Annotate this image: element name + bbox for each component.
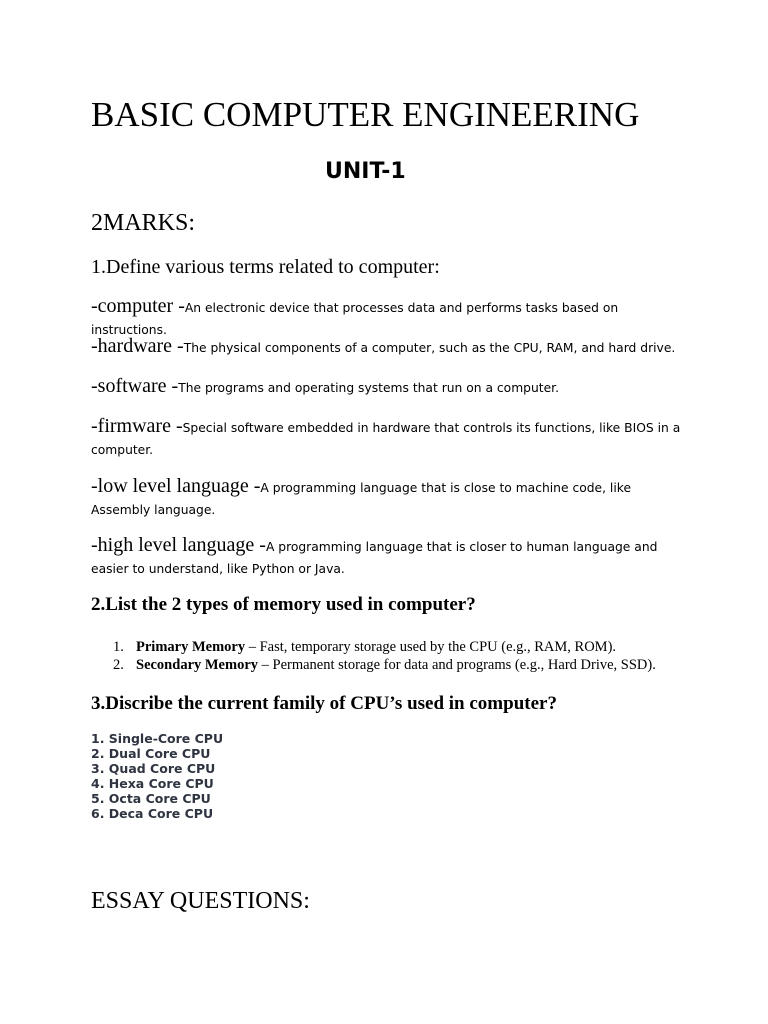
definition-firmware: [91, 416, 681, 461]
section-heading-essay: ESSAY QUESTIONS:: [91, 888, 310, 914]
cpu-list: [91, 731, 223, 821]
definition-text: The programs and operating systems that run on a computer.: [178, 381, 560, 395]
definition-term: -low level language -: [91, 475, 261, 497]
list-item: 2. Dual Core CPU: [91, 746, 211, 761]
definition-text: A programming language that is close to machine code, like Assembly language.: [91, 481, 632, 517]
list-item: 1. Single-Core CPU: [91, 731, 224, 746]
list-number: 1.: [113, 639, 124, 655]
list-item: [91, 638, 691, 656]
definition-term: -high level language -: [91, 534, 266, 556]
list-item: 6. Deca Core CPU: [91, 806, 214, 821]
unit-title: UNIT-1: [325, 159, 406, 184]
definition-term: -computer -: [91, 295, 185, 317]
memory-name: Secondary Memory: [136, 657, 259, 673]
list-item: 3. Quad Core CPU: [91, 761, 216, 776]
definition-text: The physical components of a computer, such as the CPU, RAM, and hard drive.: [183, 341, 676, 355]
definition-software: [91, 376, 681, 399]
memory-desc: – Fast, temporary storage used by the CPU (e.g., RAM, ROM).: [245, 639, 617, 655]
definition-low-level-language: [91, 476, 681, 521]
definition-text: An electronic device that processes data and performs tasks based on instructions.: [91, 301, 619, 337]
definition-term: -firmware -: [91, 415, 183, 437]
list-item: [91, 656, 691, 674]
definition-text: Special software embedded in hardware that controls its functions, like BIOS in a computer.: [91, 421, 681, 457]
memory-list: [91, 638, 691, 674]
list-item: 4. Hexa Core CPU: [91, 776, 214, 791]
definition-term: -hardware -: [91, 335, 184, 357]
memory-desc: – Permanent storage for data and programs (e.g., Hard Drive, SSD).: [258, 657, 656, 673]
section-heading-2marks: 2MARKS:: [91, 210, 196, 236]
definition-high-level-language: [91, 535, 681, 580]
question-3: 3.Discribe the current family of CPU’s used in computer?: [91, 693, 557, 714]
memory-name: Primary Memory: [136, 639, 246, 655]
definition-text: A programming language that is closer to human language and easier to understand, like Python or Java.: [91, 540, 658, 576]
document-title: BASIC COMPUTER ENGINEERING: [91, 95, 640, 134]
definition-hardware: [91, 336, 681, 359]
question-2: 2.List the 2 types of memory used in computer?: [91, 594, 476, 615]
question-1: 1.Define various terms related to computer:: [91, 256, 440, 278]
definition-term: -software -: [91, 375, 179, 397]
list-number: 2.: [113, 657, 124, 673]
list-item: 5. Octa Core CPU: [91, 791, 211, 806]
